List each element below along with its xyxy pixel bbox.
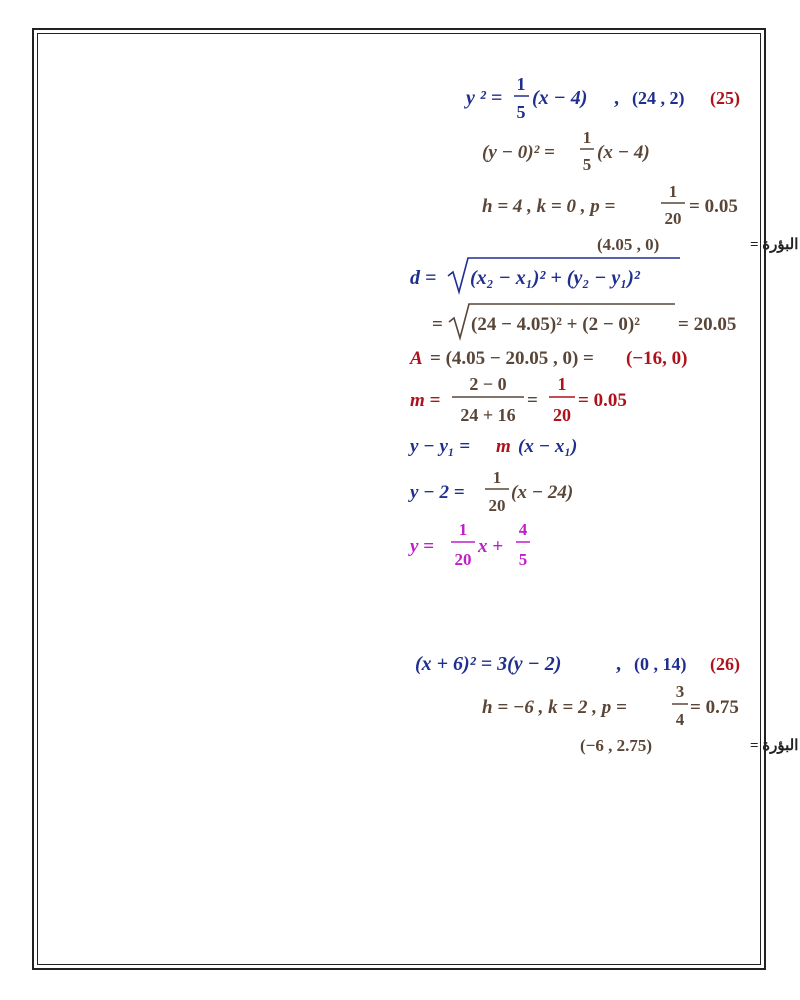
p25-A-expr: = (4.05 − 20.05 , 0) = bbox=[430, 348, 594, 369]
p25-sub-den: 20 bbox=[488, 496, 506, 515]
p25-final bbox=[408, 520, 530, 569]
p25-eq-lhs: y ² = bbox=[466, 87, 503, 109]
p25-d-expr: (x₂ − x₁)² + (y₂ − y₁)² bbox=[470, 267, 640, 289]
p26-params-result: = 0.75 bbox=[690, 697, 739, 718]
p25-vf-den: 5 bbox=[582, 155, 592, 174]
p25-focus-value: (4.05 , 0) bbox=[597, 235, 660, 254]
p25-d-lhs: d = bbox=[410, 267, 437, 289]
p25-distance-calc bbox=[432, 304, 736, 338]
p25-eq-rhs: (x − 4) bbox=[532, 87, 588, 109]
p25-number: (25) bbox=[710, 88, 740, 108]
p26-params-text: h = −6 , k = 2 , p = bbox=[482, 697, 627, 718]
p25-params bbox=[482, 182, 738, 228]
p25-point-A bbox=[409, 348, 687, 369]
p25-final-den2: 5 bbox=[518, 550, 528, 569]
p25-dc-lhs: = bbox=[432, 314, 443, 335]
p25-A-label: A bbox=[410, 348, 423, 369]
p25-final-num: 1 bbox=[458, 520, 468, 539]
problem-26-header bbox=[415, 653, 740, 675]
p25-final-lhs: y = bbox=[410, 536, 435, 557]
problem-25-header bbox=[464, 74, 740, 122]
p25-substituted bbox=[408, 468, 573, 515]
p25-ps-m: m bbox=[496, 436, 511, 457]
p25-point: (24 , 2) bbox=[632, 88, 685, 108]
p25-ps-lhs: y − y₁ = bbox=[410, 436, 471, 457]
p26-equation: (x + 6)² = 3(y − 2) bbox=[415, 653, 562, 675]
p25-vertex-form bbox=[482, 128, 650, 174]
p26-comma: , bbox=[616, 653, 621, 675]
p26-params bbox=[482, 682, 739, 729]
p25-A-value: (−16, 0) bbox=[626, 348, 688, 369]
p25-dc-expr: (24 − 4.05)² + (2 − 0)² bbox=[471, 314, 640, 335]
p26-number: (26) bbox=[710, 654, 740, 674]
p25-final-num2: 4 bbox=[518, 520, 528, 539]
p25-eq-frac-num: 1 bbox=[516, 74, 526, 94]
p25-eq-frac-den: 5 bbox=[516, 102, 526, 122]
p25-sub-num: 1 bbox=[492, 468, 502, 487]
p25-vf-lhs: (y − 0)² = bbox=[482, 142, 555, 163]
p25-m-frac-den: 20 bbox=[553, 405, 571, 425]
p25-m-label: m = bbox=[410, 390, 441, 411]
p25-point-slope bbox=[408, 436, 577, 457]
p25-m-num: 2 − 0 bbox=[469, 374, 507, 394]
p26-focus bbox=[580, 736, 798, 755]
p25-m-frac-num: 1 bbox=[557, 374, 567, 394]
p25-vf-rhs: (x − 4) bbox=[597, 142, 650, 163]
p25-m-eq: = bbox=[527, 390, 538, 411]
p25-vf-num: 1 bbox=[582, 128, 592, 147]
p26-params-num: 3 bbox=[675, 682, 685, 701]
p25-sub-rhs: (x − 24) bbox=[511, 482, 574, 503]
p25-comma: , bbox=[614, 87, 619, 109]
p25-ps-rhs: (x − x₁) bbox=[518, 436, 578, 457]
p25-m-result: = 0.05 bbox=[578, 390, 627, 411]
p25-final-den: 20 bbox=[454, 550, 472, 569]
p25-final-mid: x + bbox=[478, 536, 504, 557]
p25-m-den: 24 + 16 bbox=[460, 405, 516, 425]
p26-point: (0 , 14) bbox=[634, 654, 687, 674]
p25-focus bbox=[597, 235, 798, 254]
p25-params-num: 1 bbox=[668, 182, 678, 201]
p25-distance-formula bbox=[410, 258, 680, 292]
p26-params-den: 4 bbox=[675, 710, 685, 729]
p25-slope bbox=[410, 374, 627, 425]
p26-focus-label: البؤرة = bbox=[750, 738, 799, 754]
p25-sub-lhs: y − 2 = bbox=[410, 482, 465, 503]
p25-params-result: = 0.05 bbox=[689, 196, 738, 217]
p26-focus-value: (−6 , 2.75) bbox=[580, 736, 653, 755]
p25-focus-label: البؤرة = bbox=[750, 237, 799, 253]
p25-dc-result: = 20.05 bbox=[678, 314, 737, 335]
p25-params-text: h = 4 , k = 0 , p = bbox=[482, 196, 616, 217]
p25-params-den: 20 bbox=[664, 209, 682, 228]
